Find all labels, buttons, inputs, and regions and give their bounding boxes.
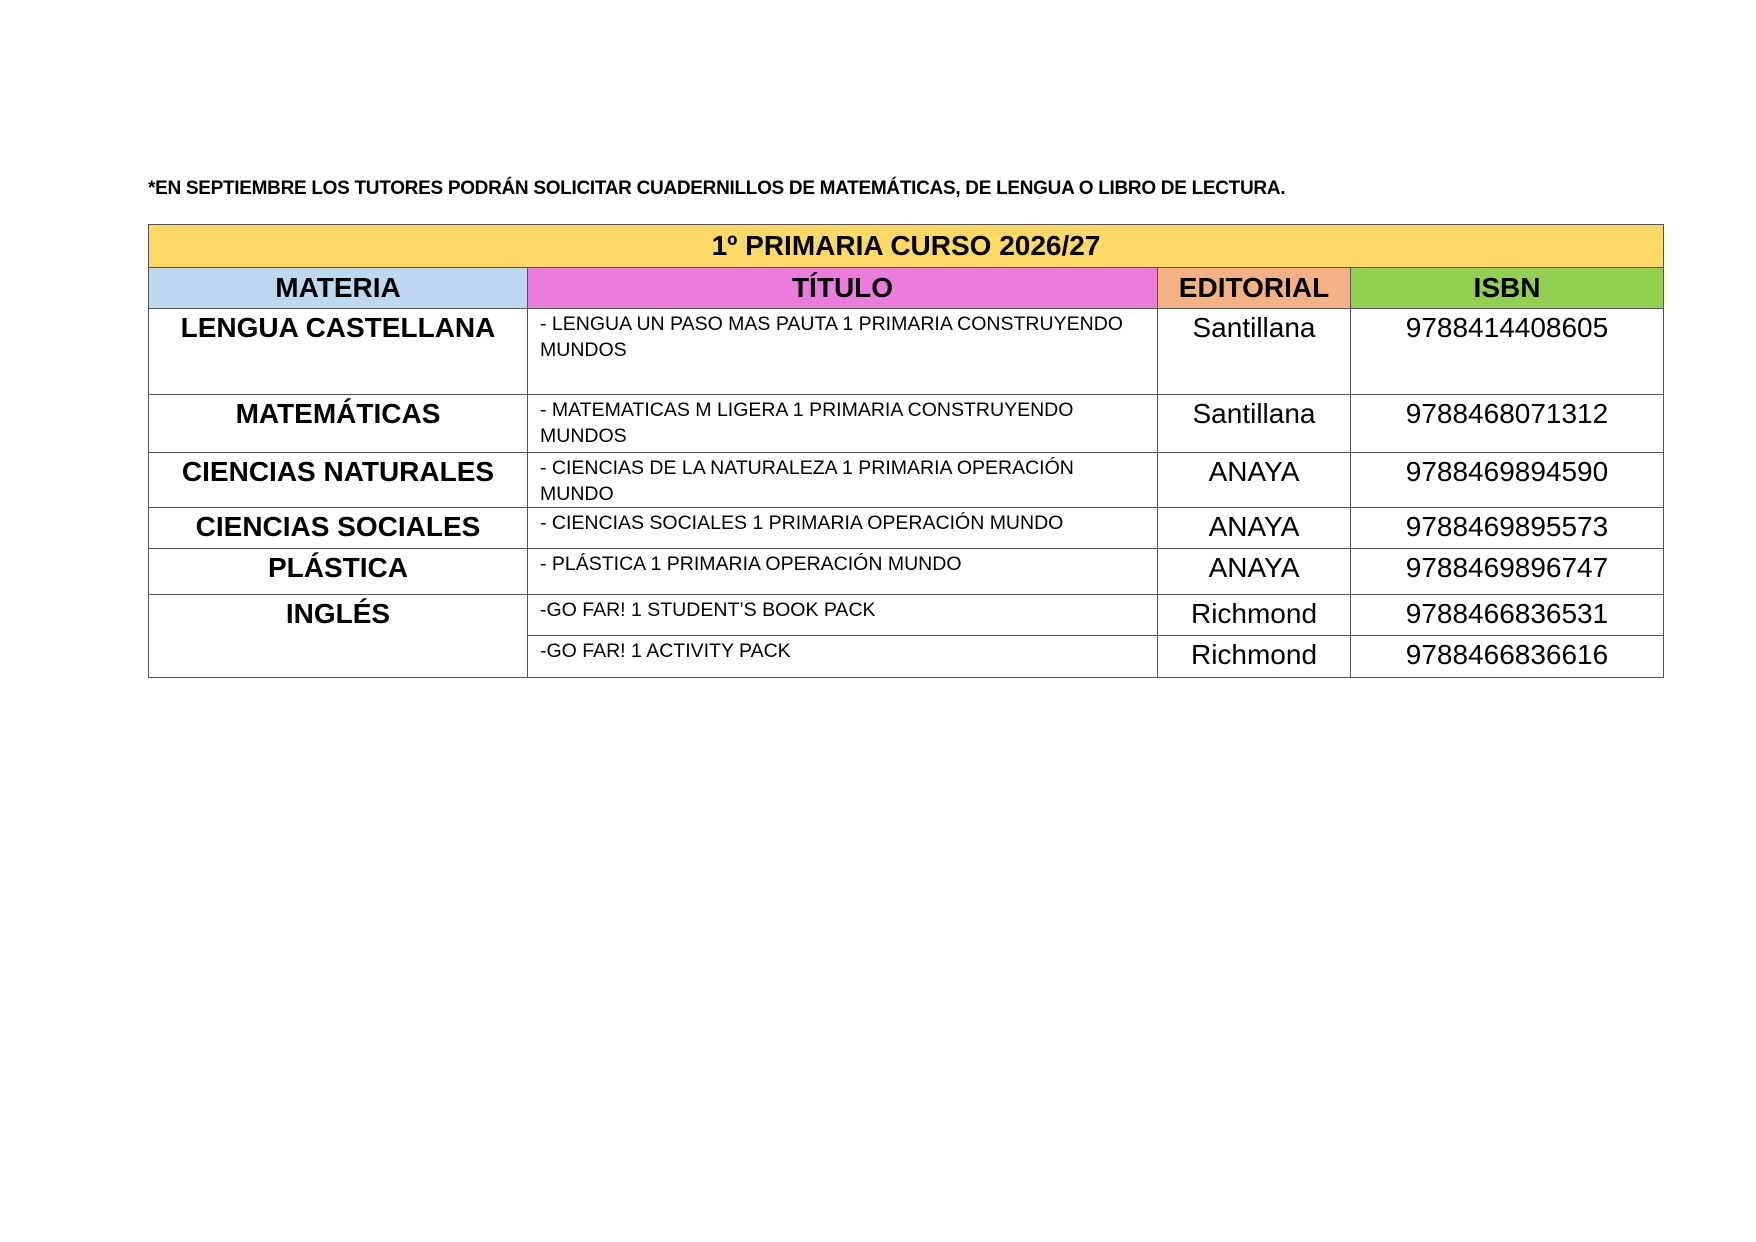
note-text: *EN SEPTIEMBRE LOS TUTORES PODRÁN SOLICITAR CUADERNILLOS DE MATEMÁTICAS, DE LENGUA O LIBRO DE LECTURA. <box>148 178 1286 199</box>
materia-cell: PLÁSTICA <box>149 549 528 595</box>
isbn-cell: 9788468071312 <box>1351 395 1664 453</box>
editorial-cell: ANAYA <box>1158 453 1351 508</box>
table-title: 1º PRIMARIA CURSO 2026/27 <box>149 225 1664 268</box>
table-row <box>149 309 1664 395</box>
table-row <box>149 595 1664 636</box>
book-list-table <box>148 224 1664 678</box>
isbn-cell: 9788469894590 <box>1351 453 1664 508</box>
table-row <box>149 453 1664 508</box>
titulo-cell: -GO FAR! 1 ACTIVITY PACK <box>528 636 1158 678</box>
header-titulo: TÍTULO <box>528 268 1158 309</box>
header-materia: MATERIA <box>149 268 528 309</box>
isbn-cell: 9788414408605 <box>1351 309 1664 395</box>
isbn-cell: 9788469896747 <box>1351 549 1664 595</box>
editorial-cell: ANAYA <box>1158 508 1351 549</box>
isbn-cell: 9788466836531 <box>1351 595 1664 636</box>
table-header-row <box>149 268 1664 309</box>
titulo-cell: - LENGUA UN PASO MAS PAUTA 1 PRIMARIA CONSTRUYENDO MUNDOS <box>528 309 1158 395</box>
materia-cell: CIENCIAS SOCIALES <box>149 508 528 549</box>
materia-cell: INGLÉS <box>149 595 528 678</box>
editorial-cell: Richmond <box>1158 595 1351 636</box>
isbn-cell: 9788466836616 <box>1351 636 1664 678</box>
table-row <box>149 508 1664 549</box>
materia-cell: MATEMÁTICAS <box>149 395 528 453</box>
titulo-cell: - CIENCIAS SOCIALES 1 PRIMARIA OPERACIÓN MUNDO <box>528 508 1158 549</box>
titulo-cell: -GO FAR! 1 STUDENT’S BOOK PACK <box>528 595 1158 636</box>
table-row <box>149 395 1664 453</box>
titulo-cell: - PLÁSTICA 1 PRIMARIA OPERACIÓN MUNDO <box>528 549 1158 595</box>
materia-cell: CIENCIAS NATURALES <box>149 453 528 508</box>
editorial-cell: Santillana <box>1158 395 1351 453</box>
titulo-cell: - CIENCIAS DE LA NATURALEZA 1 PRIMARIA OPERACIÓN MUNDO <box>528 453 1158 508</box>
editorial-cell: Santillana <box>1158 309 1351 395</box>
table-row <box>149 549 1664 595</box>
materia-cell: LENGUA CASTELLANA <box>149 309 528 395</box>
isbn-cell: 9788469895573 <box>1351 508 1664 549</box>
header-editorial: EDITORIAL <box>1158 268 1351 309</box>
editorial-cell: ANAYA <box>1158 549 1351 595</box>
table-title-row <box>149 225 1664 268</box>
editorial-cell: Richmond <box>1158 636 1351 678</box>
titulo-cell: - MATEMATICAS M LIGERA 1 PRIMARIA CONSTRUYENDO MUNDOS <box>528 395 1158 453</box>
header-isbn: ISBN <box>1351 268 1664 309</box>
